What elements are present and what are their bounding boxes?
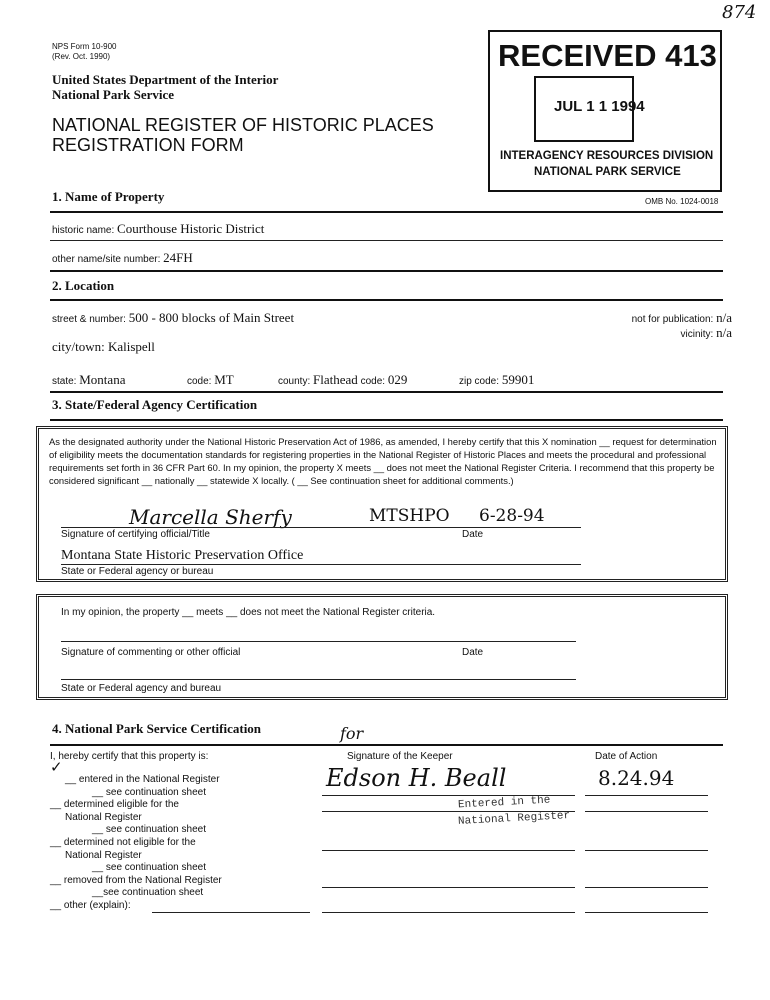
keeper-label: Signature of the Keeper	[347, 751, 453, 762]
entered-stamp-line1: Entered in the	[457, 794, 551, 812]
section-2-title: 2. Location	[52, 278, 115, 293]
received-stamp	[488, 30, 722, 192]
omb-number: OMB No. 1024-0018	[645, 197, 719, 206]
option-other: __ other (explain):	[50, 899, 131, 911]
received-label: RECEIVED 413	[498, 38, 717, 73]
comment-date-label: Date	[462, 647, 484, 658]
vicinity-label: vicinity:	[680, 329, 714, 340]
option-not-eligible: __ determined not eligible for the	[50, 836, 196, 848]
county-code-value: 029	[387, 372, 408, 387]
section-1-title: 1. Name of Property	[52, 189, 165, 204]
form-revision: (Rev. Oct. 1990)	[52, 52, 111, 61]
option-continuation: __ see continuation sheet	[92, 786, 206, 798]
code-value: MT	[214, 372, 234, 387]
form-subtitle: REGISTRATION FORM	[52, 135, 244, 155]
option-eligible-cont: National Register	[65, 811, 142, 823]
agency-value: Montana State Historic Preservation Office	[61, 548, 304, 563]
option-continuation: __ see continuation sheet	[92, 824, 206, 836]
action-date: 8.24.94	[598, 766, 675, 790]
street-value: 500 - 800 blocks of Main Street	[128, 310, 295, 325]
signature-label: Signature of certifying official/Title	[61, 529, 210, 540]
option-continuation: __ see continuation sheet	[92, 862, 206, 874]
certification-paragraph: As the designated authority under the National Historic Preservation Act of 1986, as amended, I hereby certify that this X nomination __ request for determination of eligibility meets the documentation standards for registering properties in the National Register of Historic Places and meets the procedural and professional requirements set forth in 36 CFR Part 60. In my opinion, the property X meets __ does not meet the National Register Criteria. I recommend that this property be considered significant __ nationally __ statewide X locally. ( __ See continuation sheet for additional comments.)	[49, 436, 717, 486]
divider	[50, 211, 723, 213]
zip-value: 59901	[501, 372, 535, 387]
date-of-action-label: Date of Action	[595, 751, 658, 762]
certifying-date: 6-28-94	[479, 506, 545, 526]
nfp-value: n/a	[716, 310, 732, 325]
county-value: Flathead	[313, 372, 358, 387]
comment-signature-label: Signature of commenting or other official	[61, 647, 241, 658]
keeper-signature: Edson H. Beall	[326, 764, 507, 792]
certifying-signature: Marcella Sherfy	[129, 505, 292, 529]
zip-label: zip code:	[459, 376, 500, 387]
state-label: state:	[52, 376, 77, 387]
option-removed: __ removed from the National Register	[50, 874, 222, 886]
other-name-value: 24FH	[163, 250, 193, 265]
option-not-eligible-cont: National Register	[65, 849, 142, 861]
certify-text: I, hereby certify that this property is:	[50, 751, 209, 762]
other-name-label: other name/site number:	[52, 254, 161, 265]
historic-name-value: Courthouse Historic District	[117, 221, 265, 236]
option-continuation: __see continuation sheet	[92, 887, 204, 899]
option-eligible: __ determined eligible for the	[50, 799, 179, 811]
city-value: Kalispell	[107, 339, 155, 354]
date-label: Date	[462, 529, 484, 540]
status-options	[50, 774, 222, 913]
certifying-title: MTSHPO	[369, 506, 450, 526]
section-4-title: 4. National Park Service Certification	[52, 721, 262, 736]
county-label: county:	[278, 376, 311, 387]
agency: National Park Service	[52, 87, 175, 102]
opinion-text: In my opinion, the property __ meets __ does not meet the National Register criteria.	[61, 607, 436, 618]
county-code-label: code:	[360, 376, 386, 387]
department: United States Department of the Interior	[52, 72, 279, 87]
form-number: NPS Form 10-900	[52, 42, 117, 51]
comment-box	[36, 594, 728, 700]
section-3-title: 3. State/Federal Agency Certification	[52, 397, 258, 412]
corner-note: 874	[722, 2, 757, 23]
for-note: for	[340, 724, 364, 743]
comment-agency-label: State or Federal agency and bureau	[61, 683, 222, 694]
form-title: NATIONAL REGISTER OF HISTORIC PLACES	[52, 115, 434, 135]
state-value: Montana	[79, 372, 126, 387]
option-entered: __ entered in the National Register	[65, 774, 220, 785]
received-date: JUL 1 1 1994	[554, 98, 645, 115]
nfp-label: not for publication:	[631, 314, 714, 325]
city-label: city/town:	[52, 339, 105, 354]
entered-stamp-line2: National Register	[457, 810, 571, 828]
vicinity-value: n/a	[716, 325, 732, 340]
agency-label: State or Federal agency or bureau	[61, 566, 214, 577]
stamp-service: NATIONAL PARK SERVICE	[534, 166, 681, 178]
state-certification-box	[36, 426, 728, 582]
street-label: street & number:	[52, 314, 126, 325]
code-label: code:	[187, 376, 212, 387]
historic-name-label: historic name:	[52, 225, 115, 236]
checkmark-icon: ✓	[50, 758, 63, 776]
stamp-division: INTERAGENCY RESOURCES DIVISION	[500, 150, 714, 162]
